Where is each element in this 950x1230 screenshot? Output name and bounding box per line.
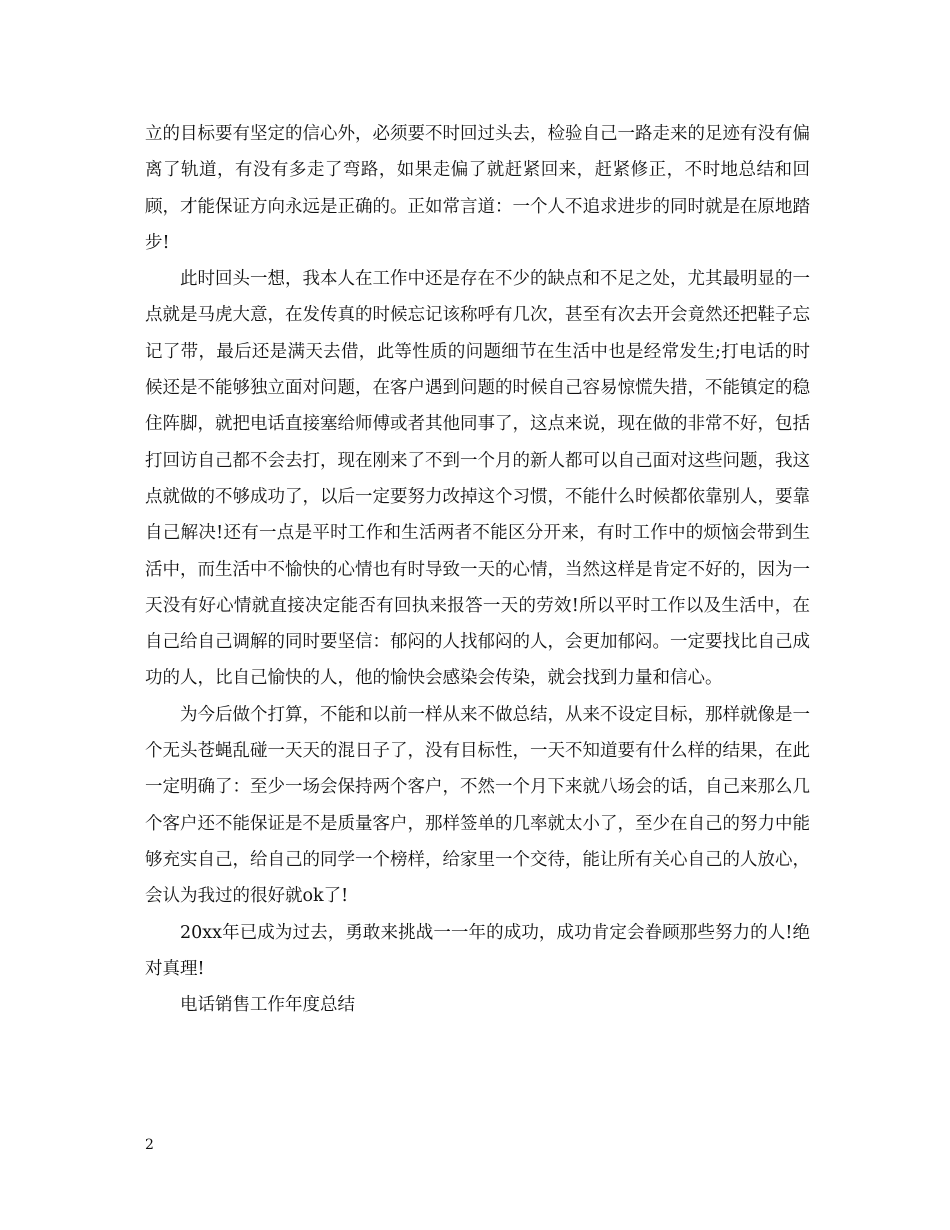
paragraph: 立的目标要有坚定的信心外，必须要不时回过头去，检验自己一路走来的足迹有没有偏离了轨道，有没有多走了弯路，如果走偏了就赶紧回来，赶紧修正，不时地总结和回顾，才能保证方向永远是正确的。正如常言道：一个人不追求进步的同时就是在原地踏步!	[145, 124, 810, 253]
section-heading: 电话销售工作年度总结	[180, 995, 355, 1016]
paragraph: 此时回头一想，我本人在工作中还是存在不少的缺点和不足之处，尤其最明显的一点就是马虎大意，在发传真的时候忘记该称呼有几次，甚至有次去开会竟然还把鞋子忘记了带，最后还是满天去借，此等性质的问题细节在生活中也是经常发生;打电话的时候还是不能够独立面对问题，在客户遇到问题的时候自己容易惊慌失措，不能镇定的稳住阵脚，就把电话直接塞给师傅或者其他同事了，这点来说，现在做的非常不好，包括打回访自己都不会去打，现在刚来了不到一个月的新人都可以自己面对这些问题，我这点就做的不够成功了，以后一定要努力改掉这个习惯，不能什么时候都依靠别人，要靠自己解决!还有一点是平时工作和生活两者不能区分开来，有时工作中的烦恼会带到生活中，而生活中不愉快的心情也有时导致一天的心情，当然这样是肯定不好的，因为一天没有好心情就直接决定能否有回执来报答一天的劳效!所以平时工作以及生活中，在自己给自己调解的同时要坚信：郁闷的人找郁闷的人，会更加郁闷。一定要找比自己成功的人，比自己愉快的人，他的愉快会感染会传染，就会找到力量和信心。	[145, 269, 810, 689]
page-number: 2	[145, 1137, 154, 1153]
paragraph: 为今后做个打算，不能和以前一样从来不做总结，从来不设定目标，那样就像是一个无头苍蝇乱碰一天天的混日子了，没有目标性，一天不知道要有什么样的结果，在此一定明确了：至少一场会保持两个客户，不然一个月下来就八场会的话，自己来那么几个客户还不能保证是不是质量客户，那样签单的几率就太小了，至少在自己的努力中能够充实自己，给自己的同学一个榜样，给家里一个交待，能让所有关心自己的人放心，会认为我过的很好就ok了!	[145, 704, 810, 907]
paragraph: 20xx年已成为过去，勇敢来挑战一一年的成功，成功肯定会眷顾那些努力的人!绝对真理!	[145, 922, 810, 979]
document-body	[145, 116, 810, 1023]
